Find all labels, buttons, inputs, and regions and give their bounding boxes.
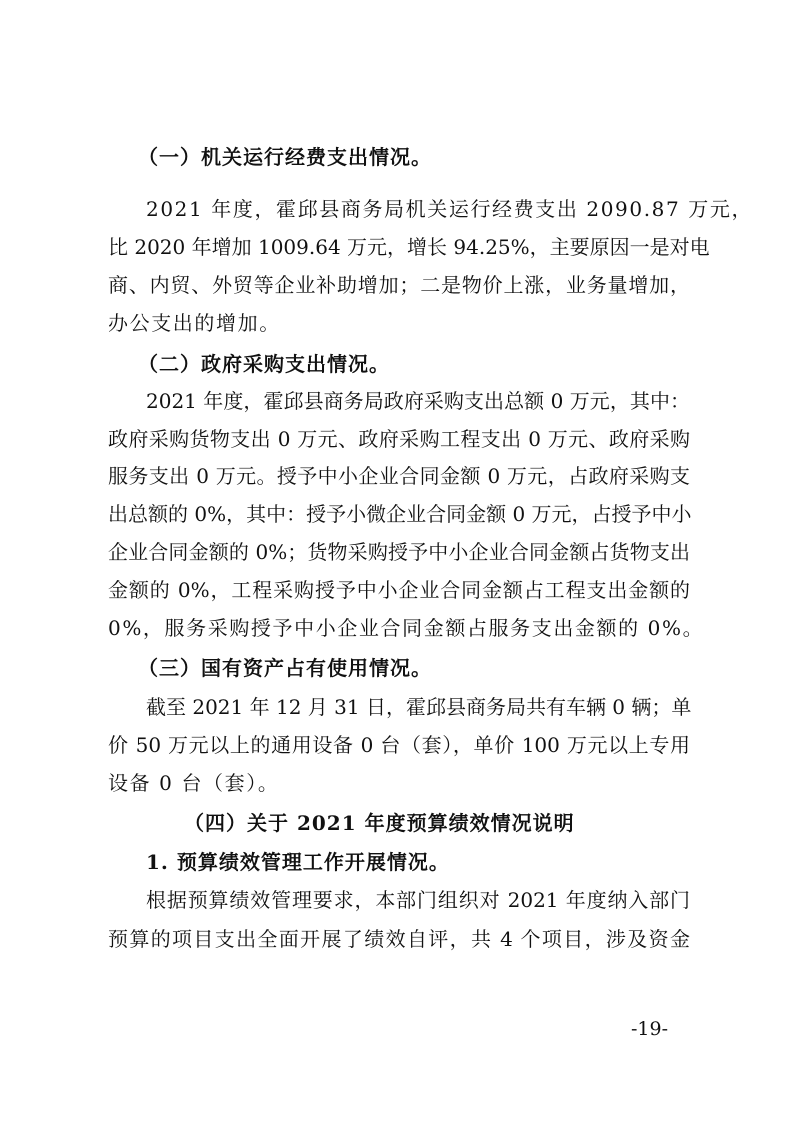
paragraph-line: 服务支出 0 万元。授予中小企业合同金额 0 万元，占政府采购支 <box>108 464 690 488</box>
paragraph-line: 设备 0 台（套）。 <box>108 771 280 795</box>
paragraph-line: 商、内贸、外贸等企业补助增加；二是物价上涨，业务量增加， <box>108 273 690 297</box>
section-heading-3: （三）国有资产占有使用情况。 <box>138 656 432 680</box>
paragraph-line: 预算的项目支出全面开展了绩效自评，共 4 个项目，涉及资金 <box>108 927 690 951</box>
section-heading-1: （一）机关运行经费支出情况。 <box>138 145 432 169</box>
subsection-heading: 1. 预算绩效管理工作开展情况。 <box>146 850 450 874</box>
paragraph-line: 价 50 万元以上的通用设备 0 台（套），单价 100 万元以上专用 <box>108 733 690 757</box>
paragraph-line: 企业合同金额的 0%；货物采购授予中小企业合同金额占货物支出 <box>108 540 690 564</box>
paragraph-line: 2021 年度，霍邱县商务局机关运行经费支出 2090.87 万元， <box>146 197 754 221</box>
paragraph-line: 0%，服务采购授予中小企业合同金额占服务支出金额的 0%。 <box>108 616 705 640</box>
paragraph-line: 政府采购货物支出 0 万元、政府采购工程支出 0 万元、政府采购 <box>108 427 690 451</box>
paragraph-line: 截至 2021 年 12 月 31 日，霍邱县商务局共有车辆 0 辆；单 <box>146 695 692 719</box>
section-heading-2: （二）政府采购支出情况。 <box>138 352 390 376</box>
paragraph-line: 出总额的 0%，其中：授予小微企业合同金额 0 万元，占授予中小 <box>108 502 692 526</box>
paragraph-line: 2021 年度，霍邱县商务局政府采购支出总额 0 万元，其中： <box>146 389 690 413</box>
paragraph-line: 金额的 0%，工程采购授予中小企业合同金额占工程支出金额的 <box>108 578 690 602</box>
section-heading-4: （四）关于 2021 年度预算绩效情况说明 <box>184 811 575 835</box>
paragraph-line: 比 2020 年增加 1009.64 万元，增长 94.25%，主要原因一是对电 <box>108 235 710 259</box>
page-number: -19- <box>631 1018 669 1040</box>
paragraph-line: 根据预算绩效管理要求，本部门组织对 2021 年度纳入部门 <box>146 888 690 912</box>
paragraph-line: 办公支出的增加。 <box>108 311 281 335</box>
